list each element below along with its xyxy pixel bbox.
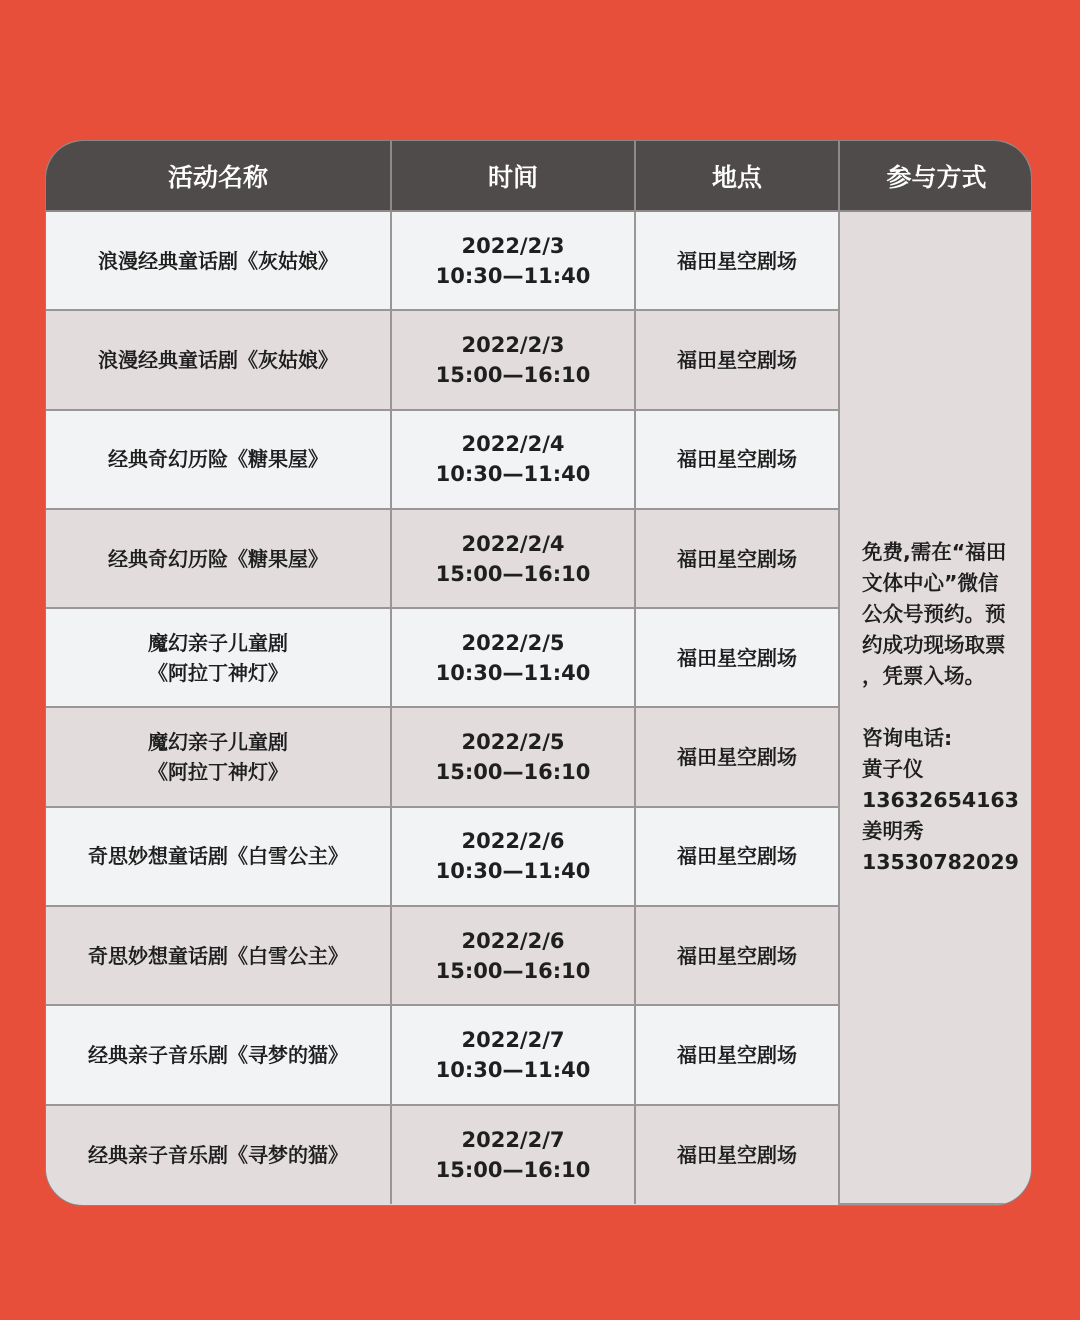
activity-name-line: 经典亲子音乐剧《寻梦的猫》	[88, 1043, 348, 1068]
activity-name-line: 浪漫经典童话剧《灰姑娘》	[98, 248, 338, 273]
event-time-range: 15:00—16:10	[435, 362, 591, 387]
event-date: 2022/2/5	[461, 630, 565, 655]
venue-cell: 福田星空剧场	[635, 410, 839, 509]
time-cell	[391, 1105, 635, 1204]
event-time-range: 10:30—11:40	[435, 263, 591, 288]
activity-name-cell	[46, 608, 391, 707]
participation-line: 文体中心”微信	[862, 571, 999, 595]
participation-line: 13530782029	[862, 850, 1019, 874]
event-time-range: 15:00—16:10	[435, 958, 591, 983]
header-participation: 参与方式	[839, 141, 1032, 211]
event-date: 2022/2/3	[461, 332, 565, 357]
activity-name-line: 经典亲子音乐剧《寻梦的猫》	[88, 1142, 348, 1167]
activity-name-line: 魔幻亲子儿童剧	[148, 730, 288, 755]
event-date: 2022/2/5	[461, 730, 565, 755]
activity-name-line: 经典奇幻历险《糖果屋》	[108, 546, 328, 571]
participation-line: 公众号预约。预	[862, 602, 1006, 626]
venue-cell: 福田星空剧场	[635, 310, 839, 409]
event-time-range: 10:30—11:40	[435, 1058, 591, 1083]
participation-line: 咨询电话:	[862, 726, 953, 750]
participation-cell	[839, 211, 1032, 1204]
venue-cell: 福田星空剧场	[635, 608, 839, 707]
activity-name-line: 奇思妙想童话剧《白雪公主》	[88, 943, 348, 968]
header-activity-name: 活动名称	[46, 141, 391, 211]
event-date: 2022/2/7	[461, 1028, 565, 1053]
event-time-range: 15:00—16:10	[435, 760, 591, 785]
activity-name-cell	[46, 410, 391, 509]
venue-cell: 福田星空剧场	[635, 211, 839, 310]
venue-cell: 福田星空剧场	[635, 707, 839, 806]
participation-line: 免费,需在“福田	[862, 540, 1007, 564]
time-cell	[391, 509, 635, 608]
time-cell	[391, 1005, 635, 1104]
activity-name-line: 经典奇幻历险《糖果屋》	[108, 447, 328, 472]
activity-name-line: 魔幻亲子儿童剧	[148, 630, 288, 655]
event-date: 2022/2/6	[461, 829, 565, 854]
event-date: 2022/2/6	[461, 928, 565, 953]
event-date: 2022/2/7	[461, 1127, 565, 1152]
participation-line: 约成功现场取票	[862, 633, 1006, 657]
time-cell	[391, 707, 635, 806]
activity-name-cell	[46, 509, 391, 608]
time-cell	[391, 608, 635, 707]
venue-cell: 福田星空剧场	[635, 509, 839, 608]
venue-cell: 福田星空剧场	[635, 1005, 839, 1104]
table-body	[46, 211, 1032, 1204]
event-time-range: 10:30—11:40	[435, 660, 591, 685]
event-time-range: 10:30—11:40	[435, 462, 591, 487]
venue-cell: 福田星空剧场	[635, 1105, 839, 1204]
header-time: 时间	[391, 141, 635, 211]
activity-name-cell	[46, 1105, 391, 1204]
time-cell	[391, 211, 635, 310]
event-time-range: 15:00—16:10	[435, 561, 591, 586]
activity-name-cell	[46, 707, 391, 806]
activity-name-cell	[46, 1005, 391, 1104]
event-date: 2022/2/4	[461, 531, 565, 556]
time-cell	[391, 807, 635, 906]
participation-line	[862, 692, 1019, 723]
participation-line: ，凭票入场。	[862, 664, 985, 688]
participation-line: 黄子仪	[862, 757, 924, 781]
activity-name-cell	[46, 807, 391, 906]
venue-cell: 福田星空剧场	[635, 807, 839, 906]
activity-name-line: 奇思妙想童话剧《白雪公主》	[88, 844, 348, 869]
schedule-table	[46, 141, 1032, 1205]
time-cell	[391, 410, 635, 509]
venue-cell: 福田星空剧场	[635, 906, 839, 1005]
event-time-range: 15:00—16:10	[435, 1157, 591, 1182]
participation-line: 姜明秀	[862, 819, 924, 843]
activity-name-line: 《阿拉丁神灯》	[148, 760, 288, 785]
schedule-card	[45, 140, 1032, 1206]
table-row	[46, 211, 1032, 310]
event-time-range: 10:30—11:40	[435, 859, 591, 884]
activity-name-line: 《阿拉丁神灯》	[148, 660, 288, 685]
activity-name-cell	[46, 906, 391, 1005]
participation-line: 13632654163	[862, 788, 1019, 812]
activity-name-line: 浪漫经典童话剧《灰姑娘》	[98, 347, 338, 372]
event-date: 2022/2/4	[461, 432, 565, 457]
time-cell	[391, 310, 635, 409]
header-venue: 地点	[635, 141, 839, 211]
time-cell	[391, 906, 635, 1005]
event-date: 2022/2/3	[461, 233, 565, 258]
activity-name-cell	[46, 211, 391, 310]
table-header-row	[46, 141, 1032, 211]
activity-name-cell	[46, 310, 391, 409]
